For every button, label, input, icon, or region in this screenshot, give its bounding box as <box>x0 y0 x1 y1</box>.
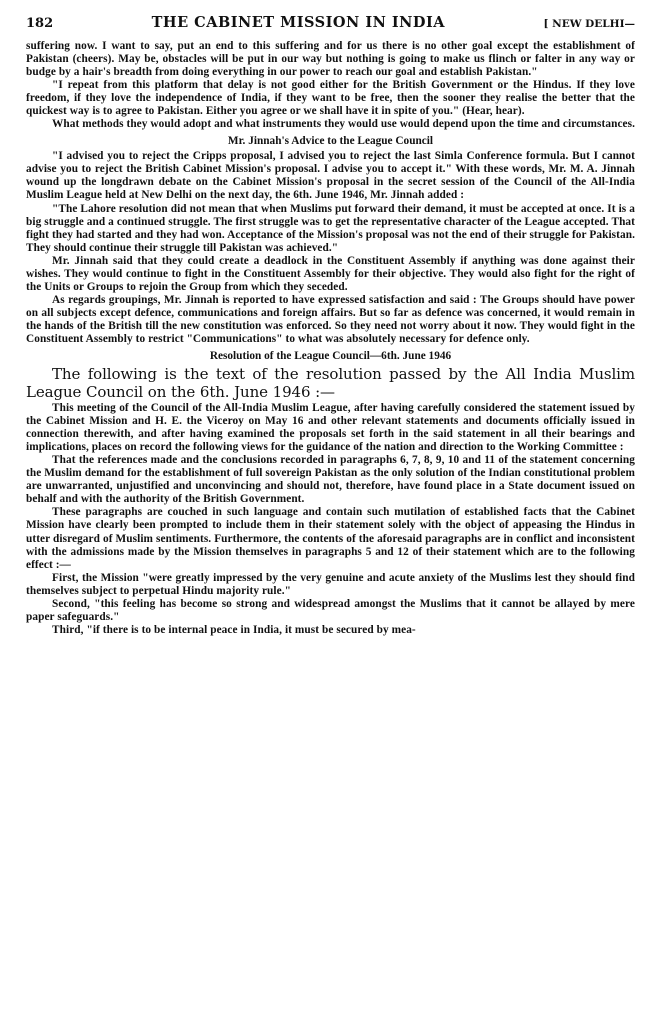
paragraph: First, the Mission "were greatly impressed by the very genuine and acute anxiety of the Muslims lest they should find themselves subject to perpetual Hindu majority rule." <box>26 571 635 597</box>
paragraph: As regards groupings, Mr. Jinnah is reported to have expressed satisfaction and said : The Groups should have power on all subjects except defence, communications and foreign affairs. But so far as defence was concerned, it would remain in the hands of the British till the new constitution was enforced. So they need not worry about it now. They would fight in the Constituent Assembly to restrict "Communications" to what was absolutely necessary for defence only. <box>26 293 635 345</box>
page-number: 182 <box>26 16 54 31</box>
paragraph: "The Lahore resolution did not mean that when Muslims put forward their demand, it must be accepted at once. It is a big struggle and a continued struggle. The first struggle was to get the representative character of the League accepted. That fight they had started and they had won. Acceptance of the Mission's proposal was not the end of their struggle for Pakistan. They should continue their struggle till Pakistan was achieved." <box>26 202 635 254</box>
paragraph: Second, "this feeling has become so strong and widespread amongst the Muslims that it cannot be allayed by mere paper safeguards." <box>26 597 635 623</box>
paragraph: "I advised you to reject the Cripps proposal, I advised you to reject the last Simla Conference formula. But I cannot advise you to reject the British Cabinet Mission's proposal. I advise you to accept it." With these words, Mr. M. A. Jinnah wound up the longdrawn debate on the Cabinet Mission's proposal in the secret session of the Council of the All-India Muslim League held at New Delhi on the next day, the 6th. June 1946, Mr. Jinnah added : <box>26 150 635 202</box>
running-header <box>26 14 635 38</box>
paragraph: These paragraphs are couched in such language and contain such mutilation of established facts that the Cabinet Mission have clearly been prompted to include them in their statement solely with the object of appeasing the Hindus in utter disregard of Muslim sentiments. Furthermore, the contents of the aforesaid paragraphs are in conflict and inconsistent with the admissions made by the Mission themselves in paragraphs 5 and 12 of their statement which are to the following effect :— <box>26 506 635 571</box>
paragraph: suffering now. I want to say, put an end to this suffering and for us there is no other goal except the establishment of Pakistan (cheers). May be, obstacles will be put in our way but nothing is going to make us flinch or falter in any way or budge by a hair's breadth from doing everything in our power to reach our goal and establish Pakistan." <box>26 40 635 79</box>
paragraph: "I repeat from this platform that delay is not good either for the British Government or the Hindus. If they love freedom, if they love the independence of India, if they want to be free, then the sooner they realise the better that the quickest way is to agree to Pakistan. Either you agree or we shall have it in spite of you." (Hear, hear). <box>26 79 635 118</box>
section-heading: Mr. Jinnah's Advice to the League Council <box>227 135 434 148</box>
resolution-intro: The following is the text of the resolution passed by the All India Muslim League Council on the 6th. June 1946 :— <box>26 365 635 402</box>
paragraph: That the references made and the conclusions recorded in paragraphs 6, 7, 8, 9, 10 and 11 of the statement concerning the Muslim demand for the establishment of full sovereign Pakistan as the only solution of the Indian constitutional problem are unwarranted, unjustified and unconvincing and should not, therefore, have found place in a State document issued on behalf and with the authority of the British Government. <box>26 454 635 506</box>
page-body <box>26 40 635 637</box>
running-place: [ NEW DELHI— <box>543 18 635 30</box>
paragraph: Third, "if there is to be internal peace in India, it must be secured by mea- <box>52 623 416 636</box>
section-heading: Resolution of the League Council—6th. June 1946 <box>209 350 452 363</box>
paragraph: What methods they would adopt and what instruments they would use would depend upon the time and circumstances. <box>52 118 636 131</box>
paragraph: This meeting of the Council of the All-India Muslim League, after having carefully considered the statement issued by the Cabinet Mission and H. E. the Viceroy on May 16 and other relevant statements and documents officially issued in connection therewith, and after having examined the proposals set forth in the said statement in all their bearings and implications, places on record the following views for the guidance of the nation and direction to the Working Committee : <box>26 402 635 454</box>
running-title: THE CABINET MISSION IN INDIA <box>151 14 446 31</box>
paragraph: Mr. Jinnah said that they could create a deadlock in the Constituent Assembly if anything was done against their wishes. They would continue to fight in the Constituent Assembly for their objective. They would also fight for the right of the Units or Groups to rejoin the Group from which they seceded. <box>26 254 635 293</box>
